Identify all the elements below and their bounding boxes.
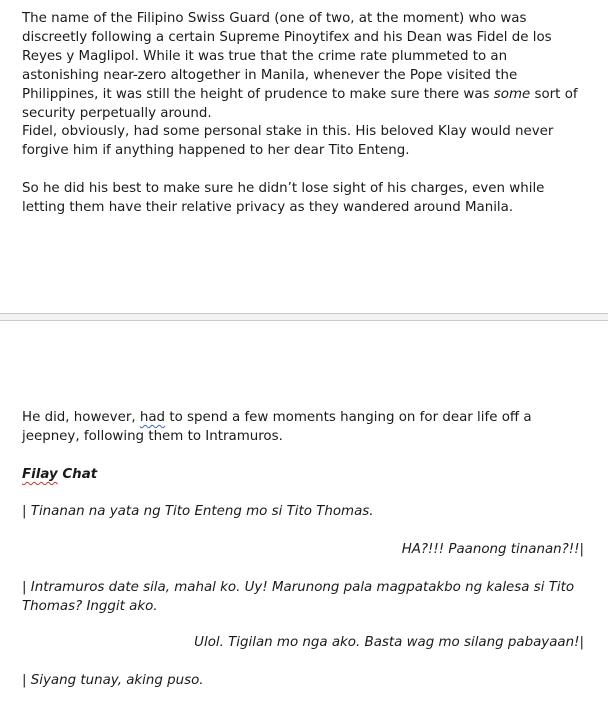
paragraph-swiss-guard[interactable] <box>22 9 588 123</box>
chat-title[interactable] <box>22 465 97 484</box>
paragraph-text: sort of security perpetually around. <box>22 87 578 121</box>
chat-message-right[interactable] <box>194 633 584 652</box>
emphasized-word: some <box>493 87 531 102</box>
bar-glyph: | <box>22 504 27 519</box>
bar-glyph: | <box>579 635 584 650</box>
page-break <box>0 313 608 321</box>
document-page-1 <box>0 0 608 313</box>
chat-message-left[interactable] <box>22 502 588 521</box>
chat-message-right[interactable] <box>402 540 584 559</box>
paragraph-charges[interactable]: So he did his best to make sure he didn’t lose sight of his charges, even while letting them have their relative privacy as they wandered around Manila. <box>22 181 545 215</box>
paragraph-text: to spend a few moments hanging on for dear life off a jeepney, following them to Intramuros. <box>22 410 532 444</box>
grammar-flagged-word[interactable]: had <box>139 410 166 425</box>
paragraph-fidel[interactable]: Fidel, obviously, had some personal stake in this. His beloved Klay would never forgive him if anything happened to her dear Tito Enteng. <box>22 124 554 158</box>
spellcheck-flagged-word[interactable]: Filay <box>22 467 58 482</box>
paragraph-jeepney[interactable] <box>22 408 588 446</box>
document-page-2 <box>0 321 608 703</box>
bar-glyph: | <box>22 580 27 595</box>
bar-glyph: | <box>579 542 584 557</box>
message-text: HA?!!! Paanong tinanan?!! <box>401 542 580 557</box>
bar-glyph: | <box>22 673 27 688</box>
message-text: Tinanan na yata ng Tito Enteng mo si Tito Thomas. <box>30 504 374 519</box>
chat-message-left[interactable] <box>22 671 588 690</box>
paragraph-text: He did, however, <box>22 410 140 425</box>
paragraph-text: The name of the Filipino Swiss Guard (one of two, at the moment) who was discreetly following a certain Supreme Pinoytifex and his Dean was Fidel de los Reyes y Maglipol. While it was true that the crime rate plummeted to an astonishing near-zero altogether in Manila, whenever the Pope visited the Philippines, it was still the height of prudence to make sure there was <box>22 11 552 102</box>
chat-message-left[interactable] <box>22 578 588 616</box>
chat-title-rest: Chat <box>57 467 98 482</box>
message-text: Siyang tunay, aking puso. <box>30 673 204 688</box>
message-text: Ulol. Tigilan mo nga ako. Basta wag mo silang pabayaan! <box>194 635 580 650</box>
message-text: Intramuros date sila, mahal ko. Uy! Marunong pala magpatakbo ng kalesa si Tito Thomas? Inggit ako. <box>22 580 575 614</box>
